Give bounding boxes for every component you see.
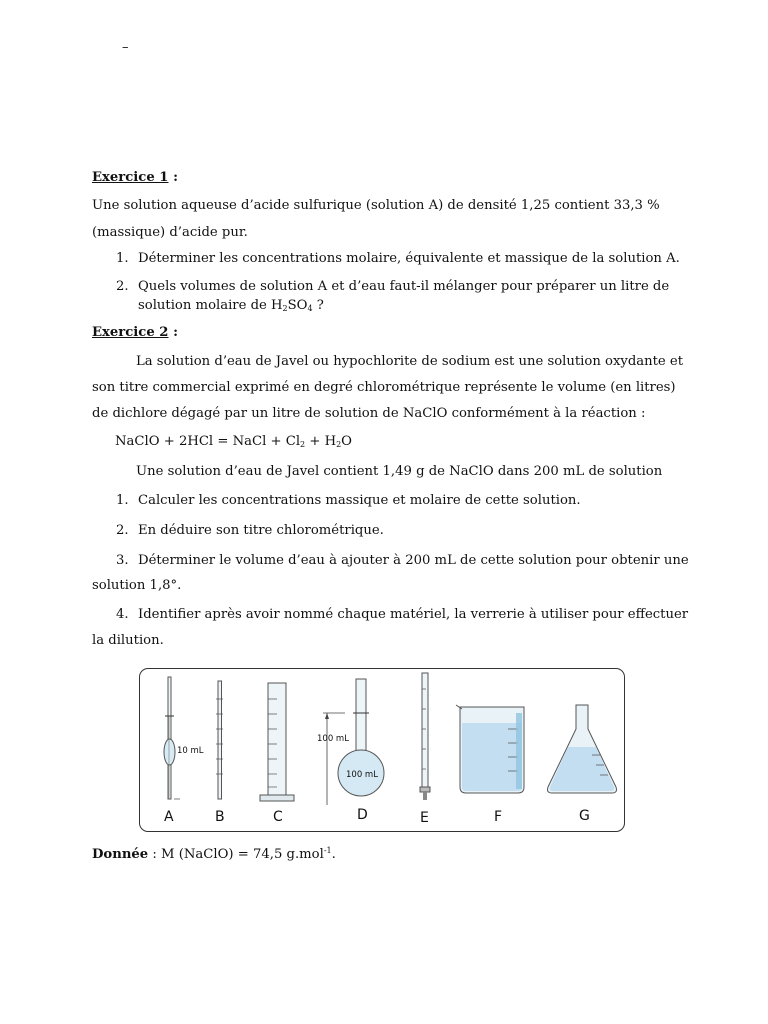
given-data xyxy=(92,846,336,862)
question-text: SO xyxy=(287,298,308,313)
question-number: 2. xyxy=(116,279,129,294)
equation-text: + H xyxy=(305,434,337,449)
exercise-2-colon: : xyxy=(168,325,178,340)
reaction-equation xyxy=(115,434,352,449)
exercise-2-data-sentence: Une solution d’eau de Javel contient 1,49 g de NaClO dans 200 mL de solution xyxy=(136,464,663,479)
exercise-2-heading xyxy=(92,325,178,340)
exercise-1-intro-line-2: (massique) d’acide pur. xyxy=(92,225,248,240)
question-text: ? xyxy=(312,298,324,313)
equation-text: O xyxy=(341,434,352,449)
volumetric-pipette xyxy=(164,677,204,799)
exercise-1-title: Exercice 1 xyxy=(92,170,169,185)
exercise-2-question-3-line-2: solution 1,8°. xyxy=(92,578,182,593)
question-text: Quels volumes de solution A et d’eau faut-il mélanger pour préparer un litre de xyxy=(138,279,670,294)
label-e: E xyxy=(420,810,429,826)
exercise-2-paragraph-line-2: son titre commercial exprimé en degré chlorométrique représente le volume (en litres) xyxy=(92,380,676,395)
exercise-1-heading xyxy=(92,170,178,185)
label-g: G xyxy=(579,808,590,824)
question-number: 4. xyxy=(116,607,129,622)
exercise-1-question-2-line-2 xyxy=(138,298,324,313)
given-data-end: . xyxy=(331,847,336,862)
graduated-cylinder xyxy=(260,683,294,801)
subscript: 2 xyxy=(300,440,306,449)
question-text: solution molaire de H xyxy=(138,298,283,313)
page-dash: – xyxy=(122,40,129,55)
graduated-pipette xyxy=(216,681,223,799)
exercise-2-question-3 xyxy=(116,553,689,568)
exercise-1-intro-line-1: Une solution aqueuse d’acide sulfurique (solution A) de densité 1,25 contient 33,3 % xyxy=(92,198,660,213)
volumetric-flask xyxy=(317,679,384,805)
subscript: 2 xyxy=(336,440,342,449)
question-number: 1. xyxy=(116,251,129,266)
erlenmeyer-flask xyxy=(548,705,617,793)
exercise-2-question-4-line-2: la dilution. xyxy=(92,633,164,648)
label-b: B xyxy=(215,809,225,825)
glassware-figure xyxy=(139,668,625,832)
question-number: 2. xyxy=(116,523,129,538)
question-number: 3. xyxy=(116,553,129,568)
flask-volume-label: 100 mL xyxy=(317,734,349,744)
exercise-1-question-2 xyxy=(116,279,669,294)
question-text: En déduire son titre chlorométrique. xyxy=(138,523,384,538)
subscript: 4 xyxy=(307,304,313,313)
pipette-volume-label: 10 mL xyxy=(177,746,204,756)
label-a: A xyxy=(164,809,174,825)
given-data-text: : M (NaClO) = 74,5 g.mol xyxy=(148,847,324,862)
beaker xyxy=(456,705,524,793)
label-f: F xyxy=(494,809,503,825)
exercise-2-paragraph-line-1: La solution d’eau de Javel ou hypochlorite de sodium est une solution oxydante et xyxy=(136,354,684,369)
glassware-illustration xyxy=(140,669,624,831)
exercise-2-question-2 xyxy=(116,523,384,538)
question-text: Calculer les concentrations massique et molaire de cette solution. xyxy=(138,493,581,508)
subscript: 2 xyxy=(282,304,288,313)
exercise-1-question-1 xyxy=(116,251,680,266)
exercise-1-colon: : xyxy=(168,170,178,185)
label-d: D xyxy=(357,807,368,823)
question-text: Identifier après avoir nommé chaque matériel, la verrerie à utiliser pour effectuer xyxy=(138,607,689,622)
label-c: C xyxy=(273,809,283,825)
superscript: -1 xyxy=(323,846,332,855)
exercise-2-title: Exercice 2 xyxy=(92,325,169,340)
burette xyxy=(420,673,430,800)
flask-mark-label: 100 mL xyxy=(346,770,378,780)
question-text: Déterminer le volume d’eau à ajouter à 200 mL de cette solution pour obtenir une xyxy=(138,553,689,568)
exercise-2-question-4 xyxy=(116,607,688,622)
exercise-2-paragraph-line-3: de dichlore dégagé par un litre de solution de NaClO conformément à la réaction : xyxy=(92,406,646,421)
given-data-label: Donnée xyxy=(92,847,149,862)
question-text: Déterminer les concentrations molaire, équivalente et massique de la solution A. xyxy=(138,251,680,266)
equation-text: NaClO + 2HCl = NaCl + Cl xyxy=(115,434,301,449)
question-number: 1. xyxy=(116,493,129,508)
exercise-2-question-1 xyxy=(116,493,581,508)
